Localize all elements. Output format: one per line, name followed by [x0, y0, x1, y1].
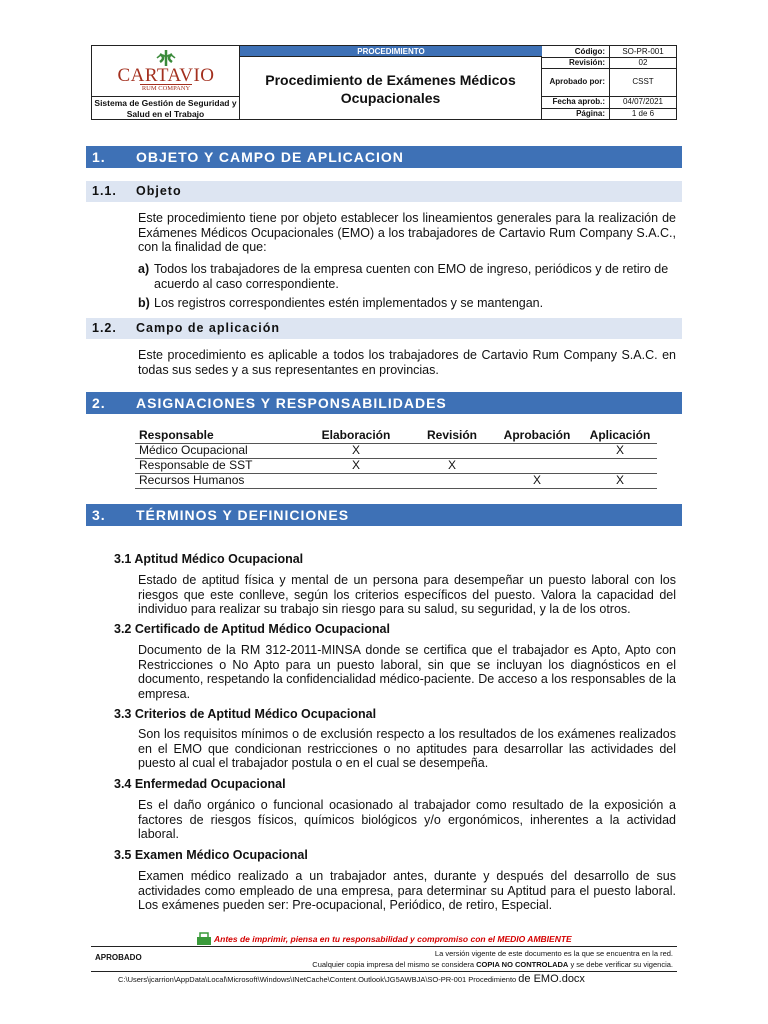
section-3-header: 3. TÉRMINOS Y DEFINICIONES	[86, 504, 682, 526]
scope-paragraph: Este procedimiento es aplicable a todos los trabajadores de Cartavio Rum Company S.A.C. en todas sus sedes y a sus representantes en provincias.	[138, 348, 676, 377]
logo-wordmark: CARTAVIO	[117, 65, 215, 86]
meta-row-code: Código: SO-PR-001	[542, 46, 676, 58]
procedure-band: PROCEDIMIENTO	[240, 46, 542, 57]
meta-row-approved-by: Aprobado por: CSST	[542, 68, 676, 97]
table-header-row: Responsable Elaboración Revisión Aprobación Aplicación	[135, 428, 657, 444]
definition-heading: 3.5 Examen Médico Ocupacional	[114, 848, 308, 862]
document-title	[240, 57, 542, 120]
definition-text: Son los requisitos mínimos o de exclusión respecto a los resultados de los exámenes realizados en el EMO que condicionan restricciones o no aptitudes para desarrollar las actividades del puesto al cual el trabajador postula o en el cual se desempeña.	[138, 727, 676, 770]
title-line-2: Ocupacionales	[340, 90, 441, 106]
table-row: Responsable de SST X X	[135, 458, 657, 474]
recycle-printer-icon	[196, 932, 214, 946]
table-row: Médico Ocupacional X X	[135, 443, 657, 459]
subsection-1-2-header: 1.2. Campo de aplicación	[86, 318, 682, 339]
document-header	[91, 45, 677, 120]
controlled-copy-note: La versión vigente de este documento es la que se encuentra en la red. Cualquier copia impresa del mismo se considera COPIA NO CONTROLADA y se debe verificar su vigencia.	[312, 949, 673, 969]
footer-divider-bottom	[91, 971, 677, 972]
meta-row-page: Página: 1 de 6	[542, 108, 676, 119]
definition-heading: 3.3 Criterios de Aptitud Médico Ocupacional	[114, 707, 377, 721]
company-logo	[92, 46, 240, 97]
definition-text: Examen médico realizado a un trabajador antes, durante y después del desarrollo de sus actividades como empleado de una empresa, para determinar su Aptitud para el puesto laboral. Los exámenes pueden ser: Pre-ocupacional, Periódico, de retiro, Especial.	[138, 869, 676, 912]
definition-heading: 3.2 Certificado de Aptitud Médico Ocupacional	[114, 622, 390, 636]
table-row: Recursos Humanos X X	[135, 473, 657, 489]
definition-text: Es el daño orgánico o funcional ocasionado al trabajador como resultado de la exposición a factores de riesgos físicos, químicos biológicos y/o ergonómicos, inherentes a la actividad laboral.	[138, 798, 676, 841]
meta-row-revision: Revisión: 02	[542, 57, 676, 69]
file-path: C:\Users\jcarrion\AppData\Local\Microsoft\Windows\INetCache\Content.Outlook\JG5AWBJA\SO-PR-001 Procedimiento de EMO.docx	[118, 973, 585, 985]
section-1-header: 1. OBJETO Y CAMPO DE APLICACION	[86, 146, 682, 168]
approved-stamp: APROBADO	[95, 953, 142, 962]
subsection-1-1-header: 1.1. Objeto	[86, 181, 682, 202]
objective-paragraph: Este procedimiento tiene por objeto establecer los lineamientos generales para la realización de Exámenes Médicos Ocupacionales (EMO) a los trabajadores de Cartavio Rum Company S.A.C., con la finalidad de que:	[138, 211, 676, 254]
environment-notice: Antes de imprimir, piensa en tu responsabilidad y compromiso con el MEDIO AMBIENTE	[214, 934, 572, 944]
definition-text: Estado de aptitud física y mental de un persona para desempeñar un puesto laboral con los riesgos que este conlleve, según los criterios específicos del puesto. Valora la capacidad del individuo para realizar su trabajo sin riesgo para su salud, su seguridad, y la de los otros.	[138, 573, 676, 616]
definition-text: Documento de la RM 312-2011-MINSA donde se certifica que el trabajador es Apto, Apto con Restricciones o No Apto para un puesto laboral, sin que se incluyan los diagnósticos en el documento, respetando la confidencialidad médico-paciente. De acceso a los responsables de la empresa.	[138, 643, 676, 701]
title-line-1: Procedimiento de Exámenes Médicos	[265, 72, 516, 88]
meta-row-approval-date: Fecha aprob.: 04/07/2021	[542, 96, 676, 109]
management-system-label: Sistema de Gestión de Seguridad y Salud en el Trabajo	[92, 97, 240, 120]
definition-heading: 3.1 Aptitud Médico Ocupacional	[114, 552, 304, 566]
logo-subtitle: RUM COMPANY	[141, 85, 191, 92]
footer-divider-top	[91, 946, 677, 947]
definition-heading: 3.4 Enfermedad Ocupacional	[114, 777, 286, 791]
section-2-header: 2. ASIGNACIONES Y RESPONSABILIDADES	[86, 392, 682, 414]
